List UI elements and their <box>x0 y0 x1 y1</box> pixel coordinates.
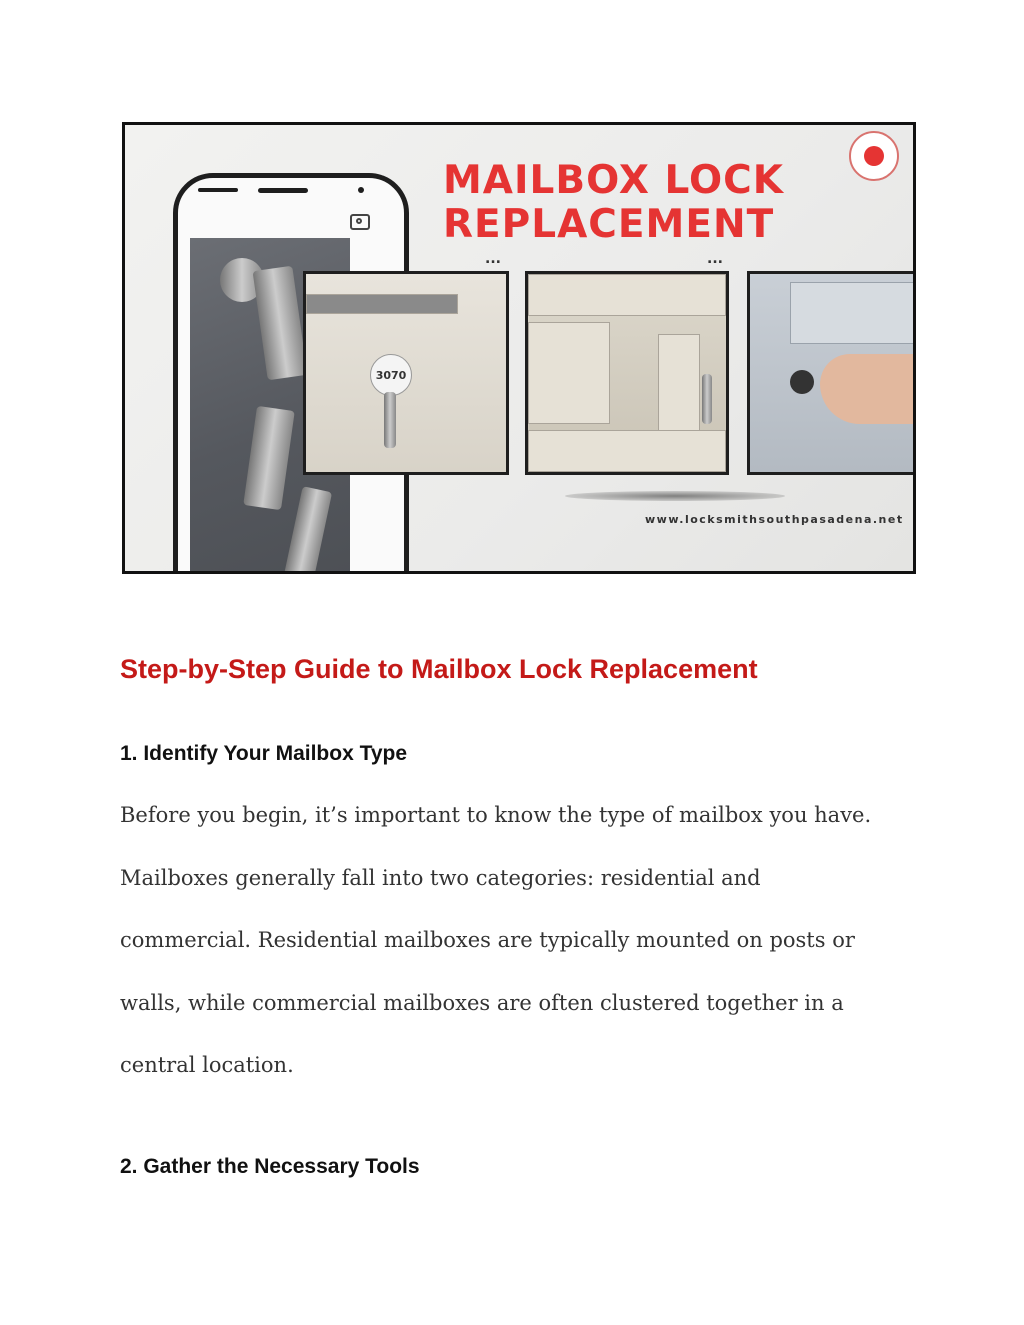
photo-key-in-lock <box>303 271 509 475</box>
paragraph-line: Before you begin, it’s important to know the type of mailbox you have. <box>120 803 872 827</box>
banner-image <box>122 122 916 574</box>
camera-icon <box>350 214 370 230</box>
shadow-decoration <box>565 491 785 501</box>
section-heading-1: 1. Identify Your Mailbox Type <box>120 742 408 765</box>
key-tag: 3070 <box>370 354 412 396</box>
paragraph-line: central location. <box>120 1053 294 1077</box>
decorative-dots: ... <box>707 251 723 267</box>
decorative-dots: ... <box>485 251 501 267</box>
page-title: Step-by-Step Guide to Mailbox Lock Replacement <box>120 654 758 684</box>
paragraph-line: walls, while commercial mailboxes are often clustered together in a <box>120 990 844 1015</box>
photo-mailbox-doors <box>525 271 729 475</box>
photo-hand-with-key <box>747 271 916 475</box>
section-1-paragraph <box>120 784 910 1097</box>
website-url: www.locksmithsouthpasadena.net <box>645 513 904 526</box>
section-heading-2: 2. Gather the Necessary Tools <box>120 1155 420 1178</box>
paragraph-line: commercial. Residential mailboxes are typically mounted on posts or <box>120 928 855 952</box>
paragraph-line: Mailboxes generally fall into two categories: residential and <box>120 865 761 890</box>
banner-title: MAILBOX LOCK REPLACEMENT <box>443 158 784 247</box>
